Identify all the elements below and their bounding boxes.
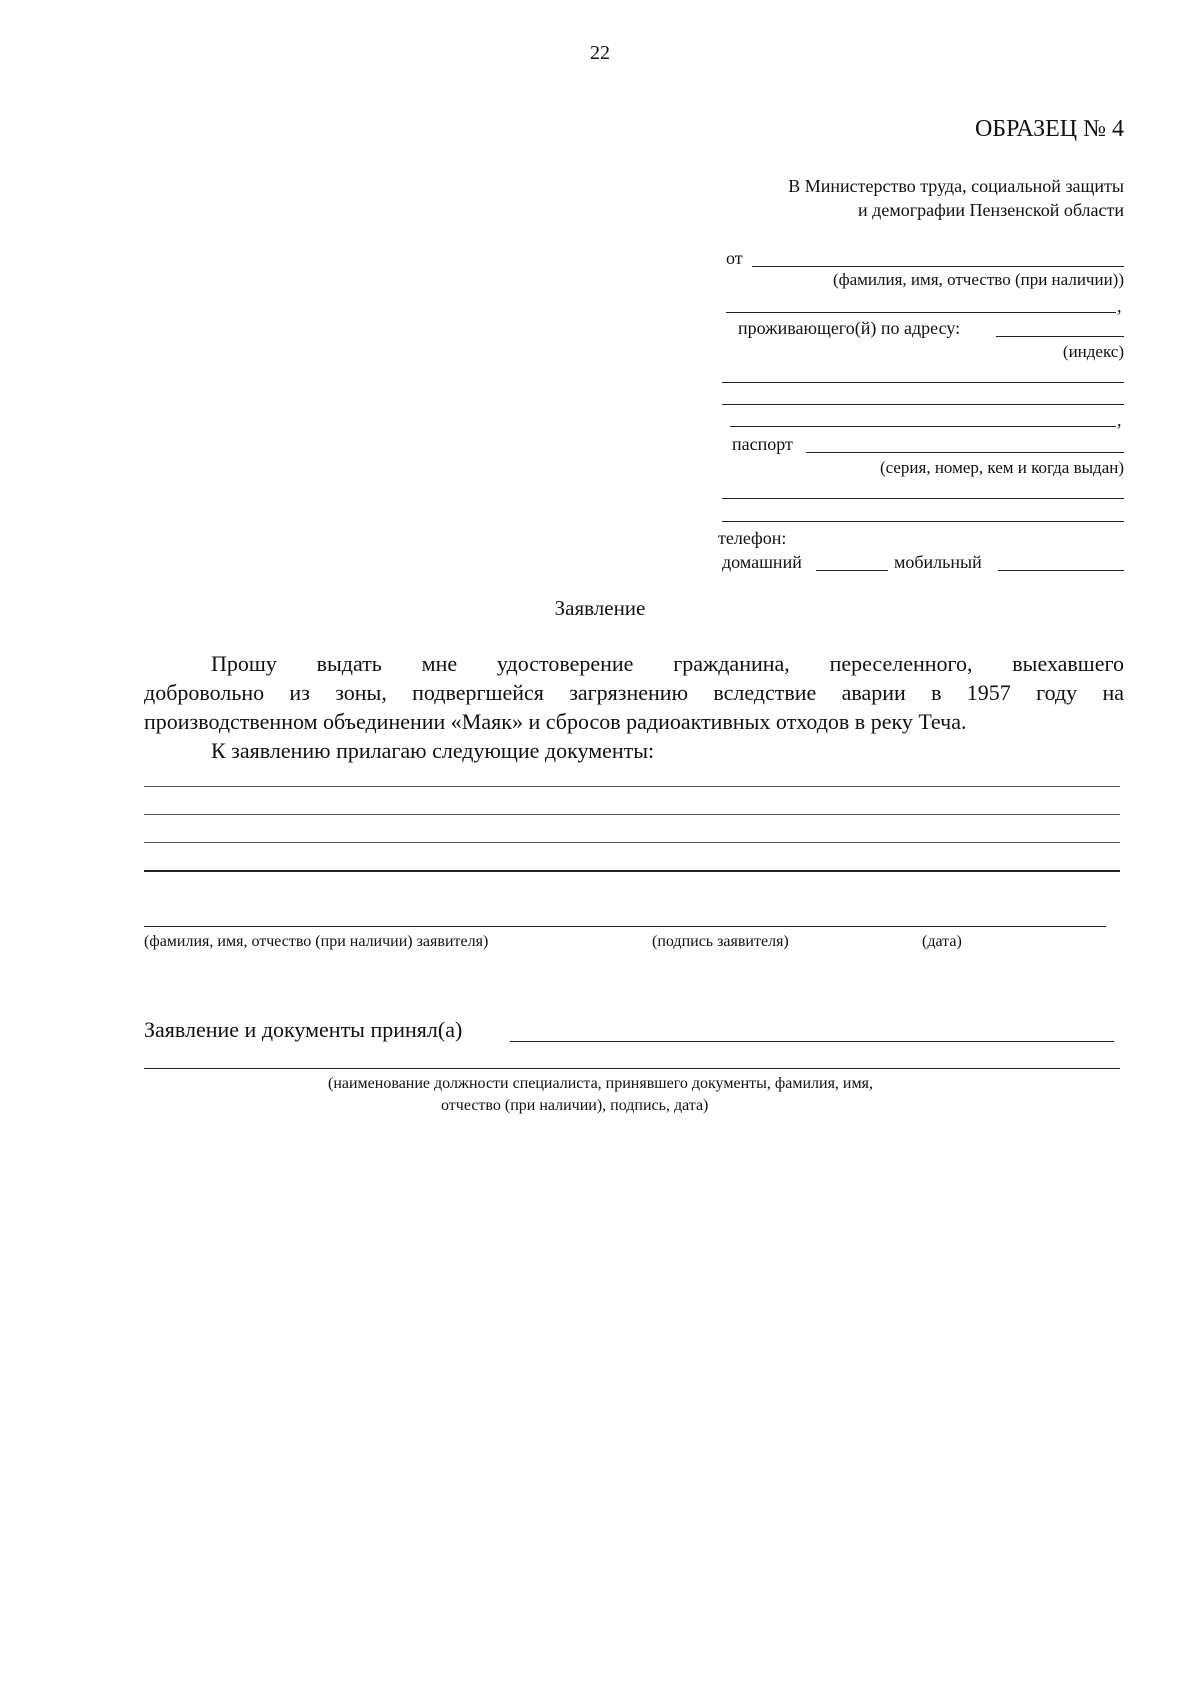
phone-label: телефон: [718,528,787,548]
attachment-line-3[interactable] [144,842,1120,843]
passport-label: паспорт [732,434,793,454]
attachment-line-1[interactable] [144,786,1120,787]
request-paragraph-line-1 [211,651,1124,677]
mobile-phone-label: мобильный [894,552,982,572]
page-number: 22 [590,42,610,64]
applicant-fio-caption: (фамилия, имя, отчество (при наличии) заявителя) [144,933,489,950]
acceptance-field-line[interactable] [510,1041,1114,1042]
request-paragraph-line-3: производственном объединении «Маяк» и сбросов радиоактивных отходов в реку Теча. [144,709,967,734]
word: выехавшего [1012,651,1124,676]
address-field-line-2[interactable] [722,404,1124,405]
request-paragraph-line-2: добровольно из зоны, подвергшейся загрязнению вследствие аварии в 1957 году на [144,680,1124,705]
address-field-line-1[interactable] [722,382,1124,383]
name-field-line-2[interactable] [726,312,1116,313]
passport-field-line-2[interactable] [722,498,1124,499]
word: гражданина, [673,651,790,676]
attachments-intro: К заявлению прилагаю следующие документы: [211,738,655,763]
passport-caption: (серия, номер, кем и когда выдан) [879,458,1124,477]
passport-field-line-3[interactable] [722,521,1124,522]
acceptance-caption-1: (наименование должности специалиста, принявшего документы, фамилия, имя, [328,1075,873,1092]
home-phone-label: домашний [722,552,802,572]
acceptance-label: Заявление и документы принял(а) [144,1017,463,1042]
mobile-phone-field-line[interactable] [998,570,1124,571]
addressee-line-1: В Министерство труда, социальной защиты [788,176,1124,196]
date-caption: (дата) [922,933,962,950]
from-label: от [726,248,743,268]
address-comma: , [1117,410,1122,430]
attachment-line-4[interactable] [144,870,1120,872]
address-label: проживающего(й) по адресу: [738,318,961,338]
word: мне [421,651,458,676]
document-title: Заявление [554,596,646,620]
name-comma: , [1117,296,1122,316]
acceptance-caption-2: отчество (при наличии), подпись, дата) [441,1097,709,1114]
index-caption: (индекс) [1062,342,1124,361]
word: переселенного, [829,651,973,676]
sample-label: ОБРАЗЕЦ № 4 [974,116,1124,142]
word: выдать [316,651,382,676]
signature-line[interactable] [144,926,1106,927]
passport-field-line[interactable] [806,452,1124,453]
applicant-signature-caption: (подпись заявителя) [652,933,789,950]
address-field-line-3[interactable] [730,426,1116,427]
index-field-line[interactable] [996,336,1124,337]
home-phone-field-line[interactable] [816,570,888,571]
name-caption: (фамилия, имя, отчество (при наличии)) [832,270,1124,289]
acceptance-field-line-2[interactable] [144,1068,1120,1069]
attachment-line-2[interactable] [144,814,1120,815]
word: Прошу [211,651,277,676]
name-field-line[interactable] [752,266,1124,267]
addressee-line-2: и демографии Пензенской области [858,200,1124,220]
word: удостоверение [496,651,634,676]
